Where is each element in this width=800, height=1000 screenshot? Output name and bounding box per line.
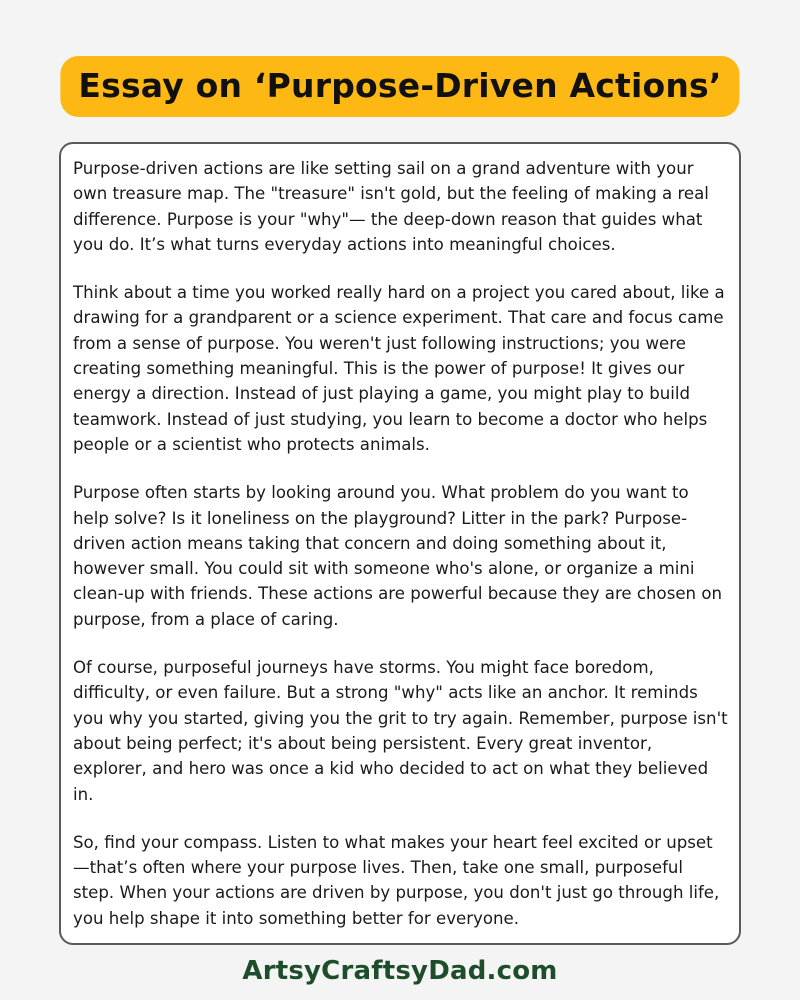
essay-paragraph-4: Of course, purposeful journeys have storms. You might face boredom, difficulty, or even failure. But a strong "why" acts like an anchor. It reminds you why you started, giving you the grit to try again. Remember, purpose isn't about being perfect; it's about being persistent. Every great inventor, explorer, and hero was once a kid who decided to act on what they believed in. bbox=[73, 658, 728, 804]
essay-paragraph-2: Think about a time you worked really hard on a project you cared about, like a drawing for a grandparent or a science experiment. That care and focus came from a sense of purpose. You weren't just following instructions; you were creating something meaningful. This is the power of purpose! It gives our energy a direction. Instead of just playing a game, you might play to build teamwork. Instead of just studying, you learn to become a doctor who helps people or a scientist who protects animals. bbox=[73, 283, 725, 454]
essay-paragraph-5: So, find your compass. Listen to what makes your heart feel excited or upset—that’s often where your purpose lives. Then, take one small, purposeful step. When your actions are driven by purpose, you don't just go through life, you help shape it into something better for everyone. bbox=[73, 832, 720, 928]
page-title: Essay on ‘Purpose-Driven Actions’ bbox=[78, 66, 722, 105]
essay-paragraph-3: Purpose often starts by looking around you. What problem do you want to help solve? Is it loneliness on the playground? Litter in the park? Purpose-driven action means taking that concern and doing something about it, however small. You could sit with someone who's alone, or organize a mini clean-up with friends. These actions are powerful because they are chosen on purpose, from a place of caring. bbox=[73, 483, 723, 629]
essay-paragraph-1: Purpose-driven actions are like setting sail on a grand adventure with your own treasure map. The "treasure" isn't gold, but the feeling of making a real difference. Purpose is your "why"— the deep-down reason that guides what you do. It’s what turns everyday actions into meaningful choices. bbox=[73, 159, 709, 254]
title-badge bbox=[60, 56, 739, 117]
site-footer-brand: ArtsyCraftsyDad.com bbox=[242, 956, 558, 986]
essay-box bbox=[59, 142, 741, 945]
